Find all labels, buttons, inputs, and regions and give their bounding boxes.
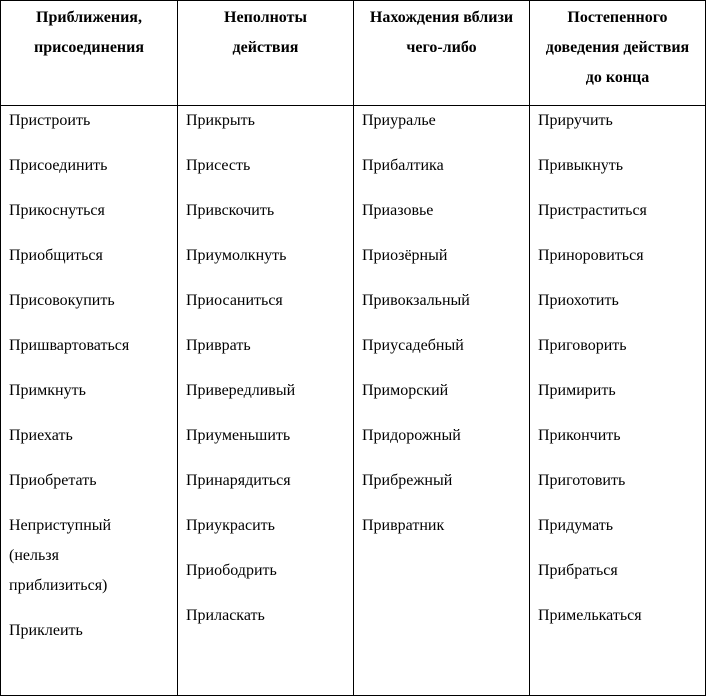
- table-cell-word: Прикрыть: [186, 112, 255, 129]
- table-cell-word: Приозёрный: [362, 247, 448, 264]
- table-cell-word: Привратник: [362, 517, 445, 534]
- table-cell-word: Примирить: [538, 382, 616, 399]
- table-cell-word: Привокзальный: [362, 292, 470, 309]
- header-incomplete-action: Неполноты действия: [224, 9, 307, 56]
- table-cell-word: Приноровиться: [538, 247, 644, 264]
- table-cell-word: Присоединить: [9, 157, 108, 174]
- column-gradual-completion: [530, 106, 705, 646]
- table-cell-word: Приободрить: [186, 562, 277, 579]
- table-cell-word: Пристраститься: [538, 202, 647, 219]
- table-cell-word: Присовокупить: [9, 292, 115, 309]
- table-cell-word: Принарядиться: [186, 472, 291, 489]
- table-cell-word: Приумолкнуть: [186, 247, 287, 264]
- table-cell-word: Прикоснуться: [9, 202, 105, 219]
- table-cell-word: Привскочить: [186, 202, 275, 219]
- header-gradual-completion: Постепенного доведения действия до конца: [545, 9, 690, 86]
- table-cell-word: Приукрасить: [186, 517, 275, 534]
- table-cell-word: Присесть: [186, 157, 251, 174]
- table-cell-word: Приохотить: [538, 292, 619, 309]
- table-cell-word: Привередливый: [186, 382, 296, 399]
- table-cell-word: Прибраться: [538, 562, 618, 579]
- table-cell-word: Примкнуть: [9, 382, 86, 399]
- table-cell-word: Прибрежный: [362, 472, 453, 489]
- table-cell-word: Привыкнуть: [538, 157, 624, 174]
- table-cell-word: Приговорить: [538, 337, 627, 354]
- column-incomplete-action: [178, 106, 353, 646]
- table-cell-word: Приврать: [186, 337, 251, 354]
- table-cell-word: Приобщиться: [9, 247, 103, 264]
- column-approach-joining: [1, 106, 177, 661]
- table-cell-word: Приосаниться: [186, 292, 283, 309]
- table-cell-word: Приехать: [9, 427, 73, 444]
- table-cell-word: Приручить: [538, 112, 613, 129]
- table-cell-word: Прибалтика: [362, 157, 444, 174]
- header-approach-joining: Приближения, присоединения: [33, 9, 145, 56]
- table-cell-word: Неприступный (нельзя приблизиться): [9, 517, 112, 594]
- table-cell-word: Приуралье: [362, 112, 436, 129]
- table-cell-word: Примелькаться: [538, 607, 642, 624]
- column-proximity: [354, 106, 529, 556]
- table-cell-word: Прикончить: [538, 427, 621, 444]
- table-cell-word: Приазовье: [362, 202, 434, 219]
- table-cell-word: Придорожный: [362, 427, 461, 444]
- table-cell-word: Приморский: [362, 382, 449, 399]
- table-cell-word: Приклеить: [9, 622, 83, 639]
- table-cell-word: Пришвартоваться: [9, 337, 130, 354]
- table-cell-word: Приуменьшить: [186, 427, 291, 444]
- header-proximity: Нахождения вблизи чего-либо: [369, 9, 514, 56]
- table-cell-word: Приготовить: [538, 472, 626, 489]
- table-cell-word: Придумать: [538, 517, 614, 534]
- table-cell-word: Приусадебный: [362, 337, 464, 354]
- table-cell-word: Приласкать: [186, 607, 265, 624]
- table-cell-word: Пристроить: [9, 112, 91, 129]
- table-cell-word: Приобретать: [9, 472, 97, 489]
